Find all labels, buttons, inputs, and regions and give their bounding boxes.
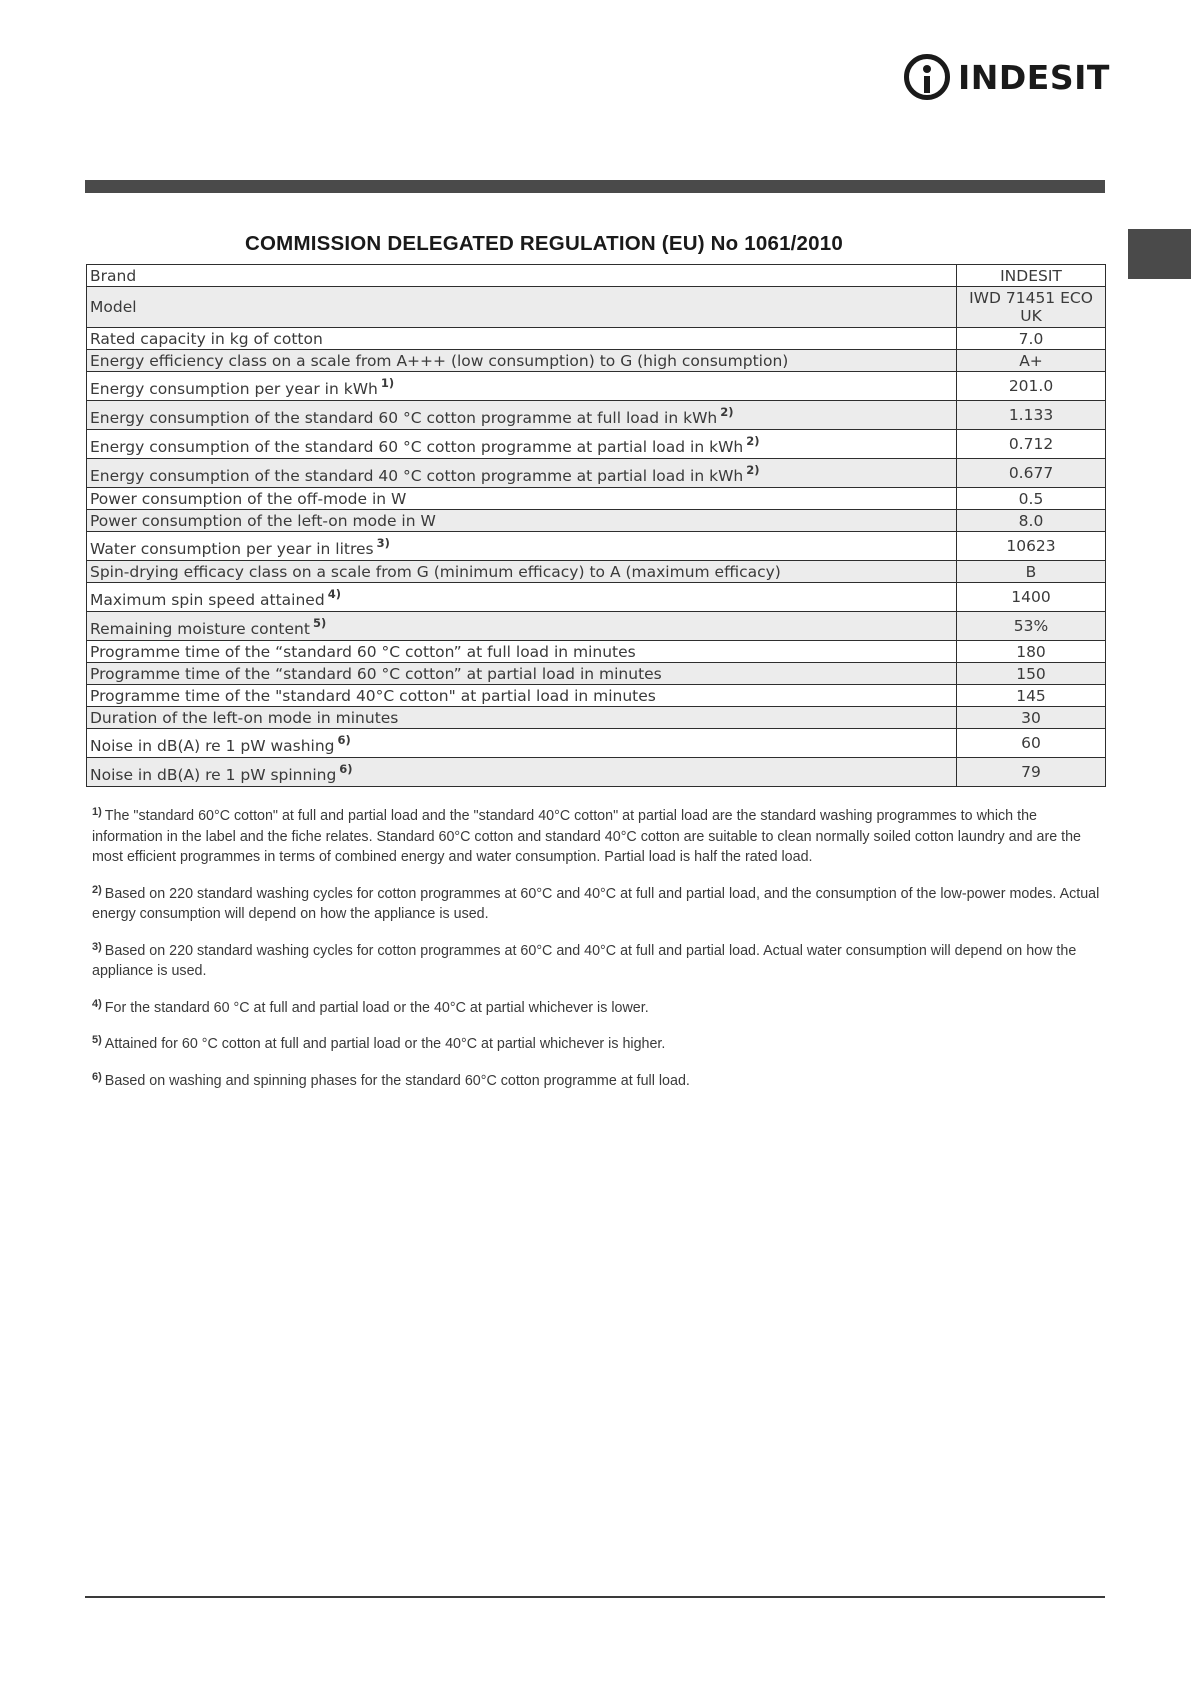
table-row: [87, 372, 1106, 401]
table-row: [87, 430, 1106, 459]
footnote-mark: 5): [92, 1034, 102, 1046]
row-value-line: UK: [1020, 307, 1042, 325]
row-label-text: Noise in dB(A) re 1 pW spinning: [90, 766, 337, 784]
footnote-ref: 4): [327, 587, 341, 601]
row-value: 79: [957, 758, 1106, 787]
row-value: 53%: [957, 612, 1106, 641]
row-label: [87, 729, 957, 758]
table-row: [87, 685, 1106, 707]
row-label: [87, 265, 957, 287]
row-label: [87, 372, 957, 401]
row-value: 145: [957, 685, 1106, 707]
row-value: 60: [957, 729, 1106, 758]
row-value: 0.712: [957, 430, 1106, 459]
table-row: [87, 328, 1106, 350]
product-fiche-table: [86, 264, 1106, 787]
row-label-text: Energy consumption of the standard 40 °C cotton programme at partial load in kWh: [90, 467, 744, 485]
row-value: 8.0: [957, 510, 1106, 532]
table-row: [87, 265, 1106, 287]
row-value: 150: [957, 663, 1106, 685]
table-row: [87, 561, 1106, 583]
footnote: [92, 884, 1104, 925]
row-label-text: Power consumption of the left-on mode in W: [90, 511, 436, 530]
row-value: 30: [957, 707, 1106, 729]
row-label: [87, 663, 957, 685]
header-divider: [85, 180, 1105, 193]
row-label-text: Spin-drying efficacy class on a scale from G (minimum efficacy) to A (maximum efficacy): [90, 562, 781, 581]
indesit-logo-icon: [904, 54, 950, 100]
table-row: [87, 641, 1106, 663]
row-label: [87, 532, 957, 561]
row-label: [87, 459, 957, 488]
footnote: [92, 941, 1104, 982]
footnote-text: Based on 220 standard washing cycles for cotton programmes at 60°C and 40°C at full and partial load, and the consumption of the low-power modes. Actual energy consumption will depend on how the appliance is used.: [92, 885, 1100, 922]
row-label-text: Water consumption per year in litres: [90, 540, 374, 558]
brand-logo: [904, 50, 1110, 104]
table-row: [87, 612, 1106, 641]
footnote-text: Based on washing and spinning phases for the standard 60°C cotton programme at full load.: [104, 1072, 690, 1089]
footnote-mark: 1): [92, 806, 102, 818]
footnote: [92, 1034, 1104, 1055]
row-label: [87, 583, 957, 612]
regulation-title: COMMISSION DELEGATED REGULATION (EU) No 1061/2010: [245, 232, 843, 255]
row-value-line: IWD 71451 ECO: [969, 289, 1093, 307]
row-label-text: Duration of the left-on mode in minutes: [90, 708, 399, 727]
brand-logo-text: INDESIT: [958, 57, 1110, 97]
row-label: [87, 561, 957, 583]
row-label-text: Rated capacity in kg of cotton: [90, 329, 323, 348]
row-label-text: Programme time of the “standard 60 °C cotton” at full load in minutes: [90, 642, 636, 661]
footnote: [92, 1071, 1104, 1092]
footnote-mark: 4): [92, 997, 102, 1010]
row-label-text: Brand: [90, 266, 137, 285]
row-label-text: Noise in dB(A) re 1 pW washing: [90, 737, 335, 755]
row-value: 10623: [957, 532, 1106, 561]
row-label: [87, 707, 957, 729]
row-label: [87, 401, 957, 430]
footnote-ref: 6): [339, 762, 353, 776]
row-value: 7.0: [957, 328, 1106, 350]
row-label-text: Remaining moisture content: [90, 620, 310, 638]
row-value: 0.677: [957, 459, 1106, 488]
row-label: [87, 488, 957, 510]
footnote-mark: 3): [92, 940, 102, 953]
table-row: [87, 663, 1106, 685]
table-row: [87, 459, 1106, 488]
row-value: 180: [957, 641, 1106, 663]
row-label: [87, 641, 957, 663]
table-row: [87, 401, 1106, 430]
footnote-ref: 6): [337, 733, 351, 747]
row-value: [957, 287, 1106, 328]
row-label: [87, 612, 957, 641]
row-value: INDESIT: [957, 265, 1106, 287]
row-label: [87, 685, 957, 707]
footer-divider: [85, 1596, 1105, 1598]
footnote: [92, 806, 1104, 868]
row-label-text: Energy efficiency class on a scale from A+++ (low consumption) to G (high consumption): [90, 351, 789, 370]
row-value: 201.0: [957, 372, 1106, 401]
row-label: [87, 328, 957, 350]
table-row: [87, 488, 1106, 510]
footnote-ref: 2): [746, 463, 760, 477]
footnote-ref: 1): [380, 376, 395, 390]
footnote-ref: 3): [376, 536, 390, 550]
footnote-ref: 5): [312, 616, 327, 630]
row-value: 0.5: [957, 488, 1106, 510]
row-value: A+: [957, 350, 1106, 372]
row-label: [87, 350, 957, 372]
footnote-ref: 2): [720, 405, 734, 419]
table-row: [87, 707, 1106, 729]
row-label-text: Programme time of the “standard 60 °C cotton” at partial load in minutes: [90, 664, 662, 683]
table-row: [87, 350, 1106, 372]
table-row: [87, 510, 1106, 532]
row-label-text: Power consumption of the off-mode in W: [90, 489, 407, 508]
row-value: 1400: [957, 583, 1106, 612]
footnote-text: The "standard 60°C cotton" at full and partial load and the "standard 40°C cotton" at partial load are the standard washing programmes to which the information in the label and the fiche relates. Standard 60°C cotton and standard 40°C cotton are suitable to clean normally soiled cotton laundry and are the most efficient programmes in terms of combined energy and water consumption. Partial load is half the rated load.: [92, 808, 1081, 865]
table-row: [87, 729, 1106, 758]
row-label-text: Energy consumption of the standard 60 °C cotton programme at full load in kWh: [90, 409, 718, 427]
row-label: [87, 430, 957, 459]
row-label-text: Programme time of the "standard 40°C cotton" at partial load in minutes: [90, 686, 656, 705]
row-value: 1.133: [957, 401, 1106, 430]
footnote-mark: 2): [92, 883, 102, 896]
row-label-text: Energy consumption per year in kWh: [90, 380, 378, 398]
row-label: [87, 287, 957, 328]
footnote-text: Based on 220 standard washing cycles for cotton programmes at 60°C and 40°C at full and partial load. Actual water consumption will depend on how the appliance is used.: [92, 942, 1077, 979]
footnote-text: Attained for 60 °C cotton at full and partial load or the 40°C at partial whichever is higher.: [104, 1036, 666, 1052]
table-row: [87, 287, 1106, 328]
table-row: [87, 532, 1106, 561]
row-value: B: [957, 561, 1106, 583]
footnote: [92, 998, 1104, 1019]
row-label-text: Energy consumption of the standard 60 °C cotton programme at partial load in kWh: [90, 438, 744, 456]
side-tab-marker: [1128, 229, 1191, 279]
row-label: [87, 510, 957, 532]
footnotes: [92, 806, 1104, 1107]
footnote-text: For the standard 60 °C at full and partial load or the 40°C at partial whichever is lower.: [104, 999, 649, 1016]
row-label: [87, 758, 957, 787]
footnote-ref: 2): [746, 434, 760, 448]
table-row: [87, 758, 1106, 787]
row-label-text: Maximum spin speed attained: [90, 591, 325, 609]
row-label-text: Model: [90, 298, 137, 316]
table-row: [87, 583, 1106, 612]
footnote-mark: 6): [92, 1070, 102, 1083]
